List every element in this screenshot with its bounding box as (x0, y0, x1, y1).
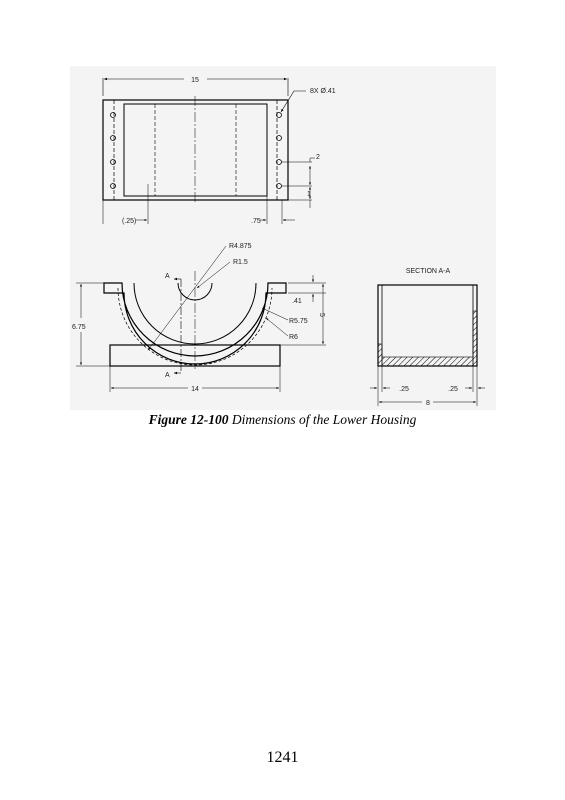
figure-caption-text: Dimensions of the Lower Housing (231, 412, 417, 427)
section-width-dim: 8 (426, 400, 430, 407)
figure-caption (0, 412, 565, 428)
overall-width-dim: 15 (191, 77, 199, 84)
section-label-top: A (165, 273, 170, 280)
section-left-wall (378, 344, 382, 366)
housing-outline-top (103, 100, 288, 200)
section-title: SECTION A-A (405, 268, 451, 275)
right-offset-dim: .75 (251, 218, 261, 225)
mounting-hole (111, 160, 116, 165)
left-offset-dim: (.25) (122, 218, 137, 225)
hole-callout: 8X Ø.41 (310, 88, 336, 95)
mounting-holes (111, 113, 282, 189)
figure-label: Figure 12-100 (148, 412, 229, 427)
outer-radius-dim: R4.875 (229, 243, 252, 250)
section-right-wall (473, 311, 477, 366)
mounting-hole (111, 136, 116, 141)
height-dim: 6.75 (72, 324, 86, 331)
drawing-panel (70, 66, 496, 410)
mid-radius-dim: R5.75 (289, 318, 308, 325)
section-left-wall-dim: .25 (399, 386, 409, 393)
top-view (103, 77, 336, 225)
technical-drawing (70, 66, 496, 410)
inner-radius-dim: R1.5 (233, 259, 248, 266)
section-label-bottom: A (165, 372, 170, 379)
hole-spacing-dim: 2 (316, 154, 320, 161)
section-view (370, 268, 485, 407)
mounting-hole (111, 184, 116, 189)
inner-cavity-outline (124, 104, 267, 196)
base-width-dim: 14 (191, 386, 199, 393)
hole-edge-offset-dim: 1 (307, 191, 311, 198)
mounting-hole (111, 113, 116, 118)
page-number: 1241 (266, 749, 299, 766)
section-base (382, 357, 473, 366)
half-height-dim: 5 (318, 313, 325, 317)
section-outline (378, 285, 477, 366)
flange-thickness-dim: .41 (292, 298, 302, 305)
outer-radius-r6-dim: R6 (289, 334, 298, 341)
section-right-wall-dim: .25 (448, 386, 458, 393)
front-view (72, 243, 326, 393)
